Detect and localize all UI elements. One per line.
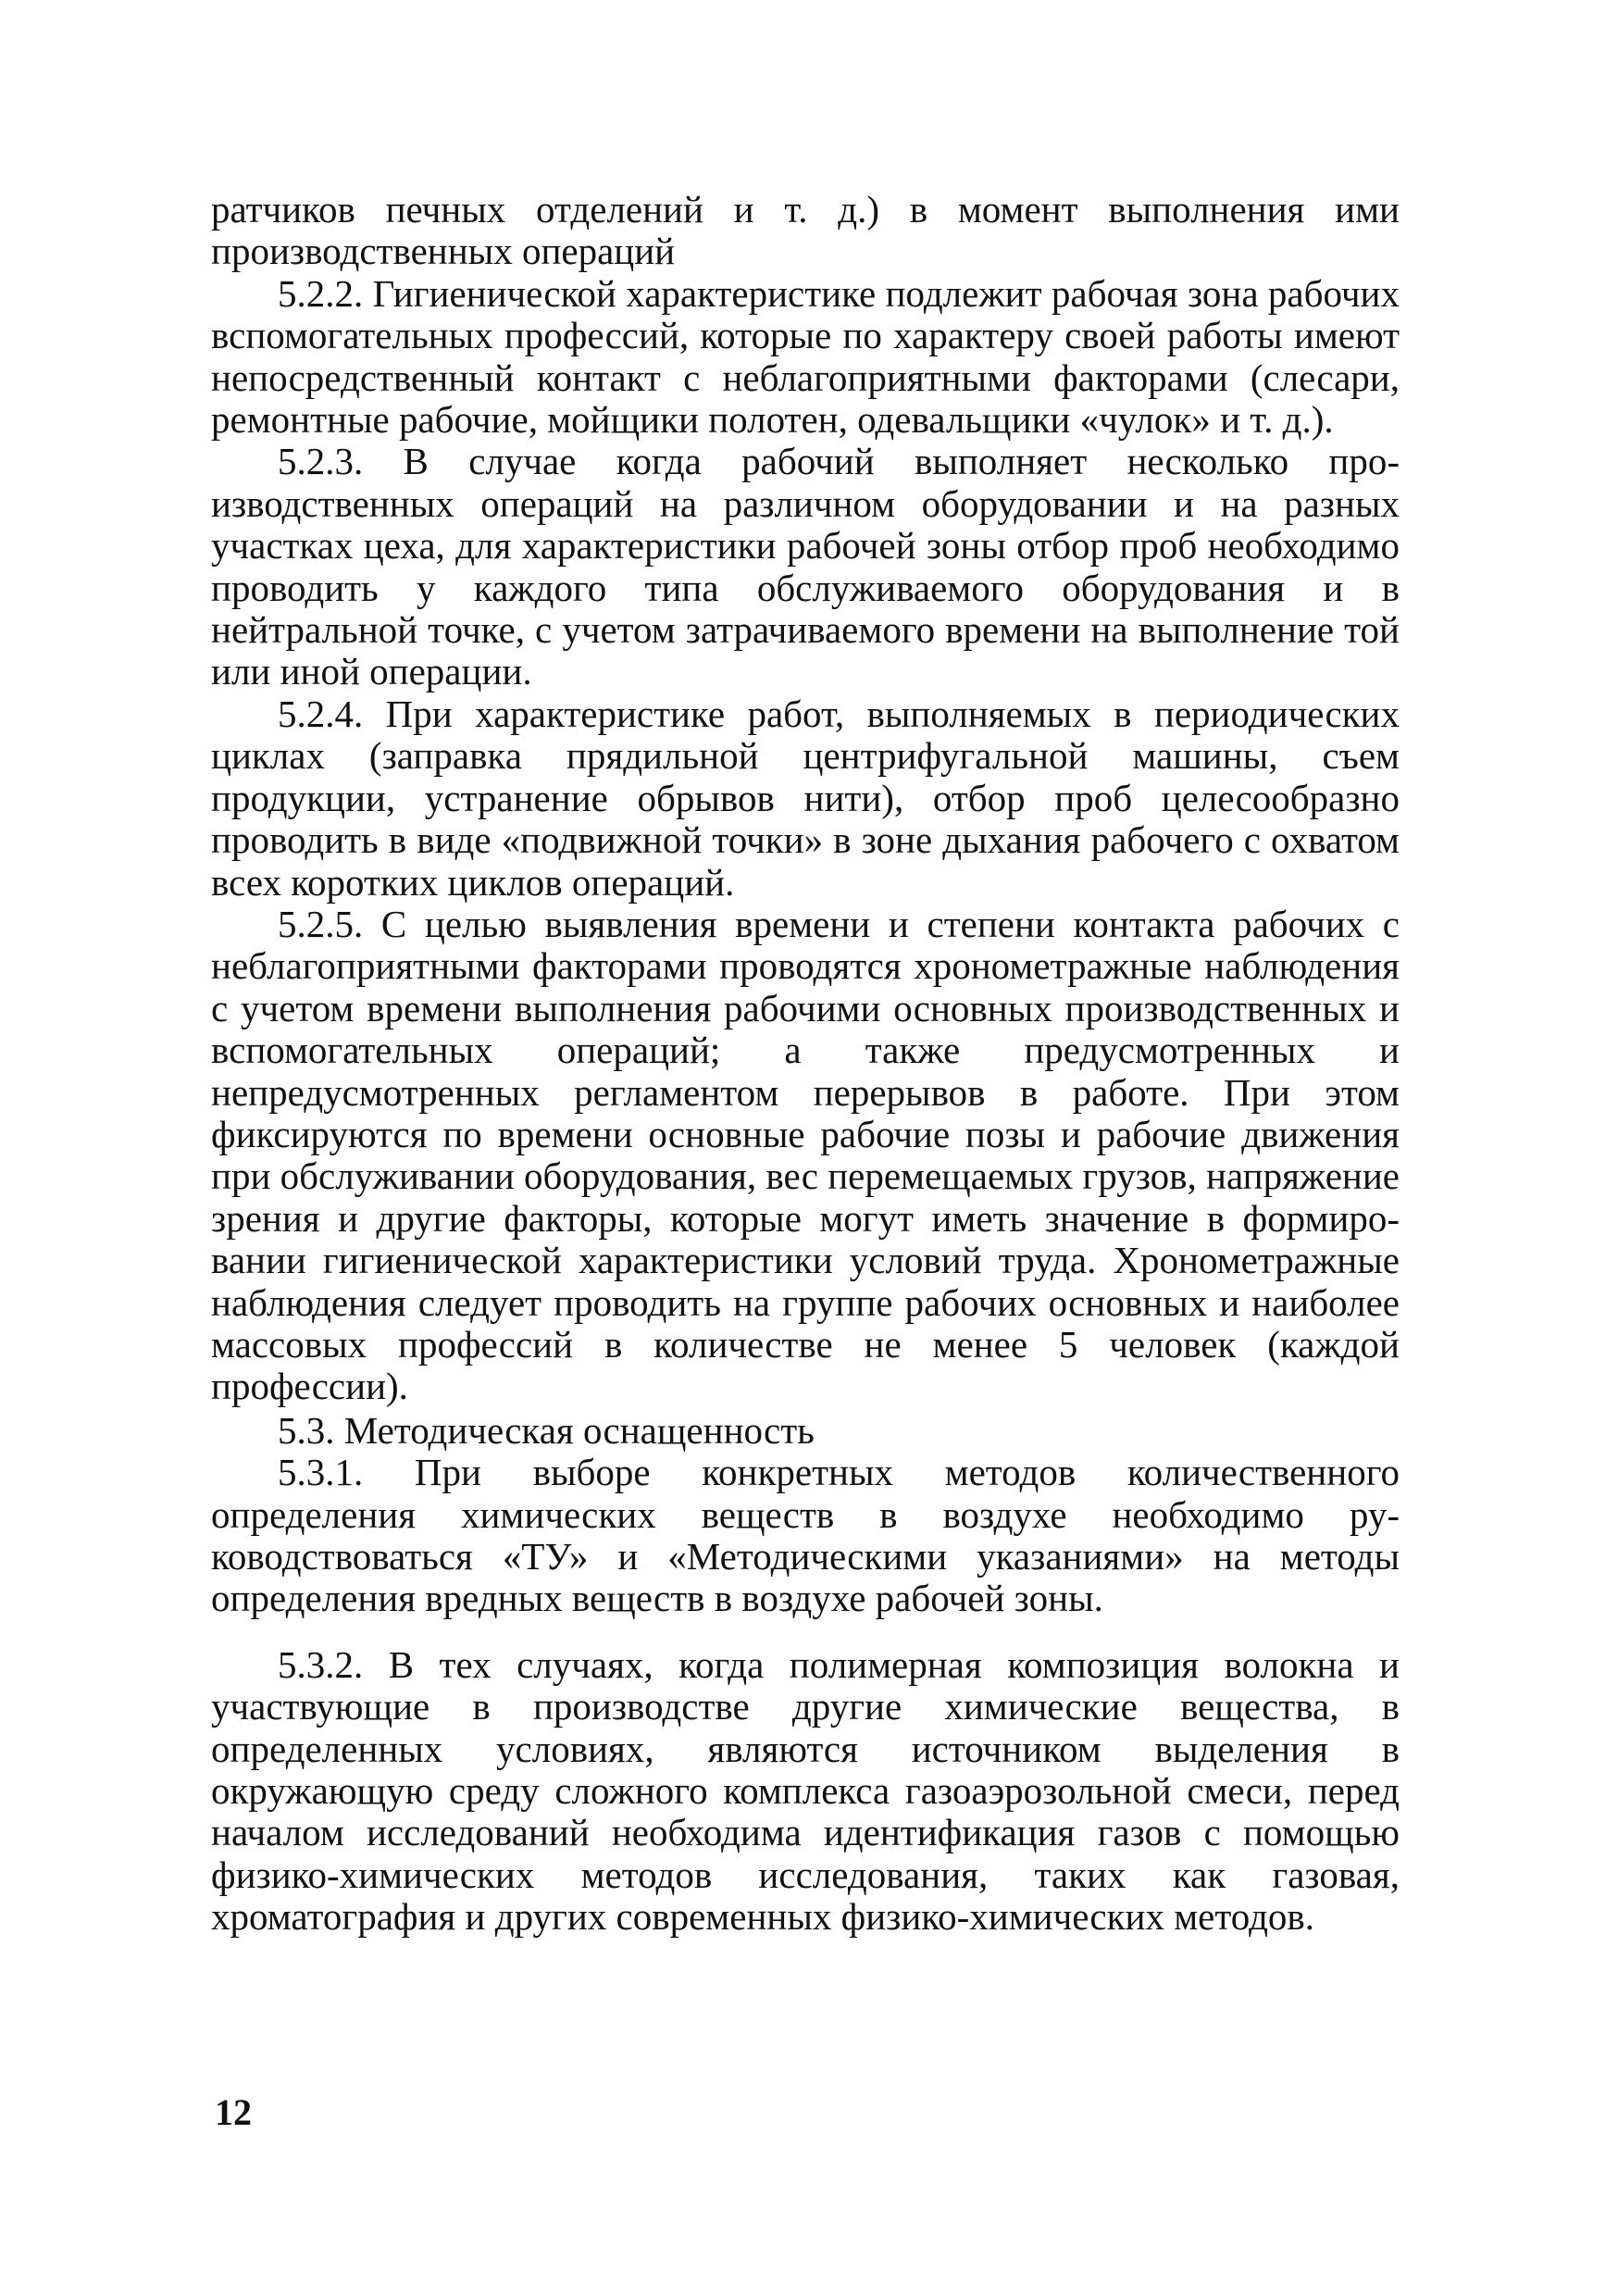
paragraph-5-3-1: 5.3.1. При выборе конкретных методов количественного определения химических веществ в воздухе необходимо руководствоваться «ТУ» и «Методическими указаниями» на методы определения вредных веществ в воздухе рабочей зоны. [211,1451,1400,1620]
paragraph-5-2-2: 5.2.2. Гигиенической характеристике подлежит рабочая зона рабочих вспомогательных профессий, которые по характеру своей работы имеют непосредственный контакт с неблагоприятными факторами (слесари, ремонтные рабочие, мойщики полотен, одевальщики «чулок» и т. д.). [211,271,1400,442]
page-body [211,189,1400,1939]
paragraph-5-3-2: 5.3.2. В тех случаях, когда полимерная композиция волокна и участвующие в производстве другие химические вещества, в определенных условиях, являются источником выделения в окружающую среду сложного комплекса газоаэрозольной смеси, перед началом исследований необходима идентификация газов с помощью физико-химических методов исследования, таких как газовая, хроматография и других современных физико-химических методов. [211,1642,1400,1939]
paragraph-5-2-4: 5.2.4. При характеристике работ, выполняемых в периодических циклах (заправка прядильной центрифугальной машины, съем продукции, устранение обрывов нити), отбор проб целесообразно проводить в виде «подвижной точки» в зоне дыхания рабочего с охватом всех коротких циклов операций. [211,692,1400,904]
page-number: 12 [215,2091,252,2133]
paragraph-5-2-3: 5.2.3. В случае когда рабочий выполняет несколько производственных операций на различном оборудовании и на разных участках цеха, для характеристики рабочей зоны отбор проб необходимо проводить у каждого типа обслуживаемого оборудования и в нейтральной точке, с учетом затрачиваемого времени на выполнение той или иной операции. [211,440,1400,693]
section-heading-5-3: 5.3. Методическая оснащенность [278,1408,815,1452]
paragraph-continuation: ратчиков печных отделений и т. д.) в момент выполнения ими производственных операций [211,188,1400,273]
paragraph-5-2-5: 5.2.5. С целью выявления времени и степени контакта рабочих с неблагоприятными факторами проводятся хронометражные наблюдения с учетом времени выполнения рабочими основных производственных и вспомогательных операций; а также предусмотренных и непредусмотренных регламентом перерывов в работе. При этом фиксируются по времени основные рабочие позы и рабочие движения при обслуживании оборудования, вес перемещаемых грузов, напряжение зрения и другие факторы, которые могут иметь значение в формировании гигиенической характеристики условий труда. Хронометражные наблюдения следует проводить на группе рабочих основных и наиболее массовых профессий в количестве не менее 5 человек (каждой профессии). [211,902,1400,1408]
